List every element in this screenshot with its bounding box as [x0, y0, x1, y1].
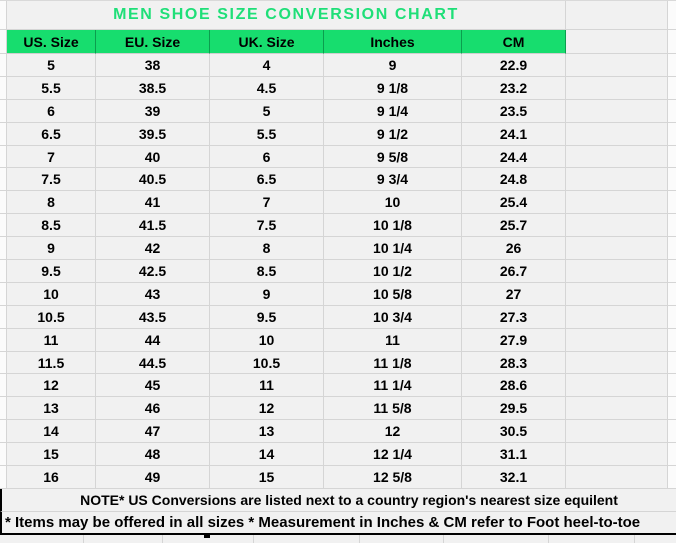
table-row	[0, 191, 676, 214]
empty-cell[interactable]	[566, 306, 668, 329]
table-cell[interactable]: 8.5	[7, 214, 96, 237]
title-row	[0, 1, 676, 30]
header-row	[0, 30, 676, 54]
table-cell[interactable]: 9	[324, 54, 462, 77]
gridline	[359, 535, 360, 543]
note-text-1: NOTE* US Conversions are listed next to a country region's nearest size equilent	[80, 492, 618, 508]
table-cell[interactable]: 11	[324, 329, 462, 352]
table-cell[interactable]: 5	[210, 100, 324, 123]
table-cell[interactable]: 26	[462, 237, 566, 260]
left-margin-cell	[0, 352, 7, 375]
column-header-eu-size[interactable]: EU. Size	[96, 30, 210, 54]
table-row	[0, 260, 676, 283]
table-cell[interactable]: 40	[96, 146, 210, 169]
table-cell[interactable]: 23.2	[462, 77, 566, 100]
right-margin-cell	[668, 123, 676, 146]
table-cell[interactable]: 27	[462, 283, 566, 306]
table-cell[interactable]: 26.7	[462, 260, 566, 283]
table-cell[interactable]: 11 1/4	[324, 374, 462, 397]
table-cell[interactable]: 9	[210, 283, 324, 306]
table-row	[0, 54, 676, 77]
table-row	[0, 397, 676, 420]
table-cell[interactable]: 9 3/4	[324, 168, 462, 191]
left-margin-cell	[0, 306, 7, 329]
table-row	[0, 237, 676, 260]
table-row	[0, 214, 676, 237]
table-cell[interactable]: 12	[210, 397, 324, 420]
left-margin-cell	[0, 30, 7, 54]
table-cell[interactable]: 42	[96, 237, 210, 260]
table-cell[interactable]: 10	[7, 283, 96, 306]
table-cell[interactable]: 7.5	[210, 214, 324, 237]
table-cell[interactable]: 23.5	[462, 100, 566, 123]
table-row	[0, 329, 676, 352]
table-row	[0, 100, 676, 123]
table-cell[interactable]: 25.7	[462, 214, 566, 237]
empty-cell[interactable]	[566, 100, 668, 123]
left-margin-cell	[0, 168, 7, 191]
gridline	[162, 535, 163, 543]
right-margin-cell	[668, 374, 676, 397]
right-margin-cell	[668, 100, 676, 123]
left-margin-cell	[0, 374, 7, 397]
table-cell[interactable]: 10 1/4	[324, 237, 462, 260]
chart-title: MEN SHOE SIZE CONVERSION CHART	[7, 1, 566, 30]
table-row	[0, 420, 676, 443]
gridline	[548, 535, 549, 543]
table-row	[0, 168, 676, 191]
gridline	[253, 535, 254, 543]
table-cell[interactable]: 6.5	[7, 123, 96, 146]
right-margin-cell	[668, 191, 676, 214]
table-cell[interactable]: 16	[7, 466, 96, 489]
table-cell[interactable]: 9 1/4	[324, 100, 462, 123]
left-margin-cell	[0, 420, 7, 443]
empty-cell[interactable]	[566, 191, 668, 214]
right-margin-cell	[668, 146, 676, 169]
note-row-1[interactable]	[0, 489, 676, 512]
note-text-2: * Items may be offered in all sizes * Measurement in Inches & CM refer to Foot heel-to-toe	[5, 514, 641, 531]
table-cell[interactable]: 11	[7, 329, 96, 352]
table-cell[interactable]: 13	[210, 420, 324, 443]
table-cell[interactable]: 27.9	[462, 329, 566, 352]
table-cell[interactable]: 47	[96, 420, 210, 443]
empty-cell[interactable]	[566, 420, 668, 443]
table-row	[0, 306, 676, 329]
empty-cell[interactable]	[566, 397, 668, 420]
table-body	[0, 54, 676, 489]
table-cell[interactable]: 11 1/8	[324, 352, 462, 375]
table-cell[interactable]: 38	[96, 54, 210, 77]
left-margin-cell	[0, 397, 7, 420]
right-margin-cell	[668, 329, 676, 352]
table-cell[interactable]: 11.5	[7, 352, 96, 375]
empty-cell[interactable]	[566, 443, 668, 466]
left-margin-cell	[0, 100, 7, 123]
table-cell[interactable]: 14	[7, 420, 96, 443]
table-cell[interactable]: 12	[7, 374, 96, 397]
empty-cell[interactable]	[566, 352, 668, 375]
table-cell[interactable]: 4.5	[210, 77, 324, 100]
table-cell[interactable]: 8	[210, 237, 324, 260]
table-cell[interactable]: 29.5	[462, 397, 566, 420]
table-cell[interactable]: 28.3	[462, 352, 566, 375]
empty-cell[interactable]	[566, 214, 668, 237]
table-cell[interactable]: 27.3	[462, 306, 566, 329]
table-cell[interactable]: 14	[210, 443, 324, 466]
table-cell[interactable]: 39	[96, 100, 210, 123]
table-cell[interactable]: 15	[210, 466, 324, 489]
table-cell[interactable]: 11 5/8	[324, 397, 462, 420]
table-cell[interactable]: 5	[7, 54, 96, 77]
table-row	[0, 123, 676, 146]
empty-cell[interactable]	[566, 260, 668, 283]
table-cell[interactable]: 44	[96, 329, 210, 352]
table-cell[interactable]: 42.5	[96, 260, 210, 283]
table-cell[interactable]: 44.5	[96, 352, 210, 375]
table-cell[interactable]: 10.5	[7, 306, 96, 329]
column-header-cm[interactable]: CM	[462, 30, 566, 54]
left-margin-cell	[0, 237, 7, 260]
table-cell[interactable]: 38.5	[96, 77, 210, 100]
column-header-uk-size[interactable]: UK. Size	[210, 30, 324, 54]
table-cell[interactable]: 10 5/8	[324, 283, 462, 306]
empty-cell[interactable]	[566, 168, 668, 191]
table-cell[interactable]: 7	[210, 191, 324, 214]
table-cell[interactable]: 15	[7, 443, 96, 466]
table-cell[interactable]: 9 5/8	[324, 146, 462, 169]
table-row	[0, 77, 676, 100]
table-cell[interactable]: 6.5	[210, 168, 324, 191]
table-cell[interactable]: 9	[7, 237, 96, 260]
left-margin-cell	[0, 329, 7, 352]
table-row	[0, 443, 676, 466]
empty-cell[interactable]	[566, 54, 668, 77]
right-margin-cell	[668, 54, 676, 77]
table-cell[interactable]: 22.9	[462, 54, 566, 77]
table-cell[interactable]: 12 5/8	[324, 466, 462, 489]
table-cell[interactable]: 41.5	[96, 214, 210, 237]
right-margin-cell	[668, 77, 676, 100]
right-margin-cell	[668, 352, 676, 375]
empty-cell[interactable]	[566, 283, 668, 306]
left-margin-cell	[0, 146, 7, 169]
table-cell[interactable]: 24.8	[462, 168, 566, 191]
left-margin-cell	[0, 77, 7, 100]
table-row	[0, 352, 676, 375]
empty-cell[interactable]	[566, 329, 668, 352]
empty-cell[interactable]	[566, 123, 668, 146]
table-cell[interactable]: 46	[96, 397, 210, 420]
table-cell[interactable]: 24.1	[462, 123, 566, 146]
empty-cell[interactable]	[566, 1, 668, 30]
empty-cell[interactable]	[566, 77, 668, 100]
right-margin-cell	[668, 214, 676, 237]
table-cell[interactable]: 31.1	[462, 443, 566, 466]
table-cell[interactable]: 10 3/4	[324, 306, 462, 329]
table-cell[interactable]: 6	[210, 146, 324, 169]
empty-cell[interactable]	[566, 466, 668, 489]
table-cell[interactable]: 49	[96, 466, 210, 489]
table-cell[interactable]: 24.4	[462, 146, 566, 169]
note-row-2[interactable]	[0, 512, 676, 535]
left-margin-cell	[0, 260, 7, 283]
table-cell[interactable]: 6	[7, 100, 96, 123]
empty-cell[interactable]	[566, 374, 668, 397]
table-cell[interactable]: 41	[96, 191, 210, 214]
right-margin-cell	[668, 260, 676, 283]
column-header-us-size[interactable]: US. Size	[7, 30, 96, 54]
table-cell[interactable]: 4	[210, 54, 324, 77]
table-cell[interactable]: 7	[7, 146, 96, 169]
empty-cell[interactable]	[566, 237, 668, 260]
table-cell[interactable]: 45	[96, 374, 210, 397]
table-cell[interactable]: 5.5	[210, 123, 324, 146]
table-row	[0, 466, 676, 489]
table-cell[interactable]: 9 1/2	[324, 123, 462, 146]
left-margin-cell	[0, 191, 7, 214]
right-margin-cell	[668, 397, 676, 420]
gridline	[634, 535, 635, 543]
table-row	[0, 374, 676, 397]
empty-cell[interactable]	[566, 30, 668, 54]
partial-next-row	[0, 535, 676, 543]
table-cell[interactable]: 30.5	[462, 420, 566, 443]
right-margin-cell	[668, 168, 676, 191]
right-margin-cell	[668, 306, 676, 329]
table-row	[0, 146, 676, 169]
left-margin-cell	[0, 123, 7, 146]
right-margin-cell	[668, 420, 676, 443]
table-cell[interactable]: 11	[210, 374, 324, 397]
right-margin-cell	[668, 283, 676, 306]
left-margin-cell	[0, 466, 7, 489]
table-row	[0, 283, 676, 306]
right-margin-cell	[668, 30, 676, 54]
left-margin-cell	[0, 54, 7, 77]
table-cell[interactable]: 8	[7, 191, 96, 214]
table-cell[interactable]: 12 1/4	[324, 443, 462, 466]
left-margin-cell	[0, 1, 7, 30]
table-cell[interactable]: 10	[324, 191, 462, 214]
table-cell[interactable]: 5.5	[7, 77, 96, 100]
table-cell[interactable]: 12	[324, 420, 462, 443]
table-cell[interactable]: 13	[7, 397, 96, 420]
table-cell[interactable]: 40.5	[96, 168, 210, 191]
table-cell[interactable]: 10	[210, 329, 324, 352]
table-cell[interactable]: 8.5	[210, 260, 324, 283]
right-margin-cell	[668, 466, 676, 489]
table-cell[interactable]: 43.5	[96, 306, 210, 329]
right-margin-cell	[668, 1, 676, 30]
table-cell[interactable]: 32.1	[462, 466, 566, 489]
empty-cell[interactable]	[566, 146, 668, 169]
right-margin-cell	[668, 443, 676, 466]
column-header-inches[interactable]: Inches	[324, 30, 462, 54]
table-cell[interactable]: 7.5	[7, 168, 96, 191]
left-margin-cell	[0, 214, 7, 237]
table-cell[interactable]: 39.5	[96, 123, 210, 146]
table-cell[interactable]: 9.5	[210, 306, 324, 329]
right-margin-cell	[668, 237, 676, 260]
table-cell[interactable]: 43	[96, 283, 210, 306]
table-cell[interactable]: 10.5	[210, 352, 324, 375]
table-cell[interactable]: 9 1/8	[324, 77, 462, 100]
table-cell[interactable]: 9.5	[7, 260, 96, 283]
table-cell[interactable]: 10 1/8	[324, 214, 462, 237]
left-margin-cell	[0, 283, 7, 306]
table-cell[interactable]: 48	[96, 443, 210, 466]
gridline	[443, 535, 444, 543]
left-margin-cell	[0, 443, 7, 466]
table-cell[interactable]: 28.6	[462, 374, 566, 397]
gridline	[83, 535, 84, 543]
clipped-text-fragment	[204, 535, 210, 538]
table-cell[interactable]: 25.4	[462, 191, 566, 214]
table-cell[interactable]: 10 1/2	[324, 260, 462, 283]
